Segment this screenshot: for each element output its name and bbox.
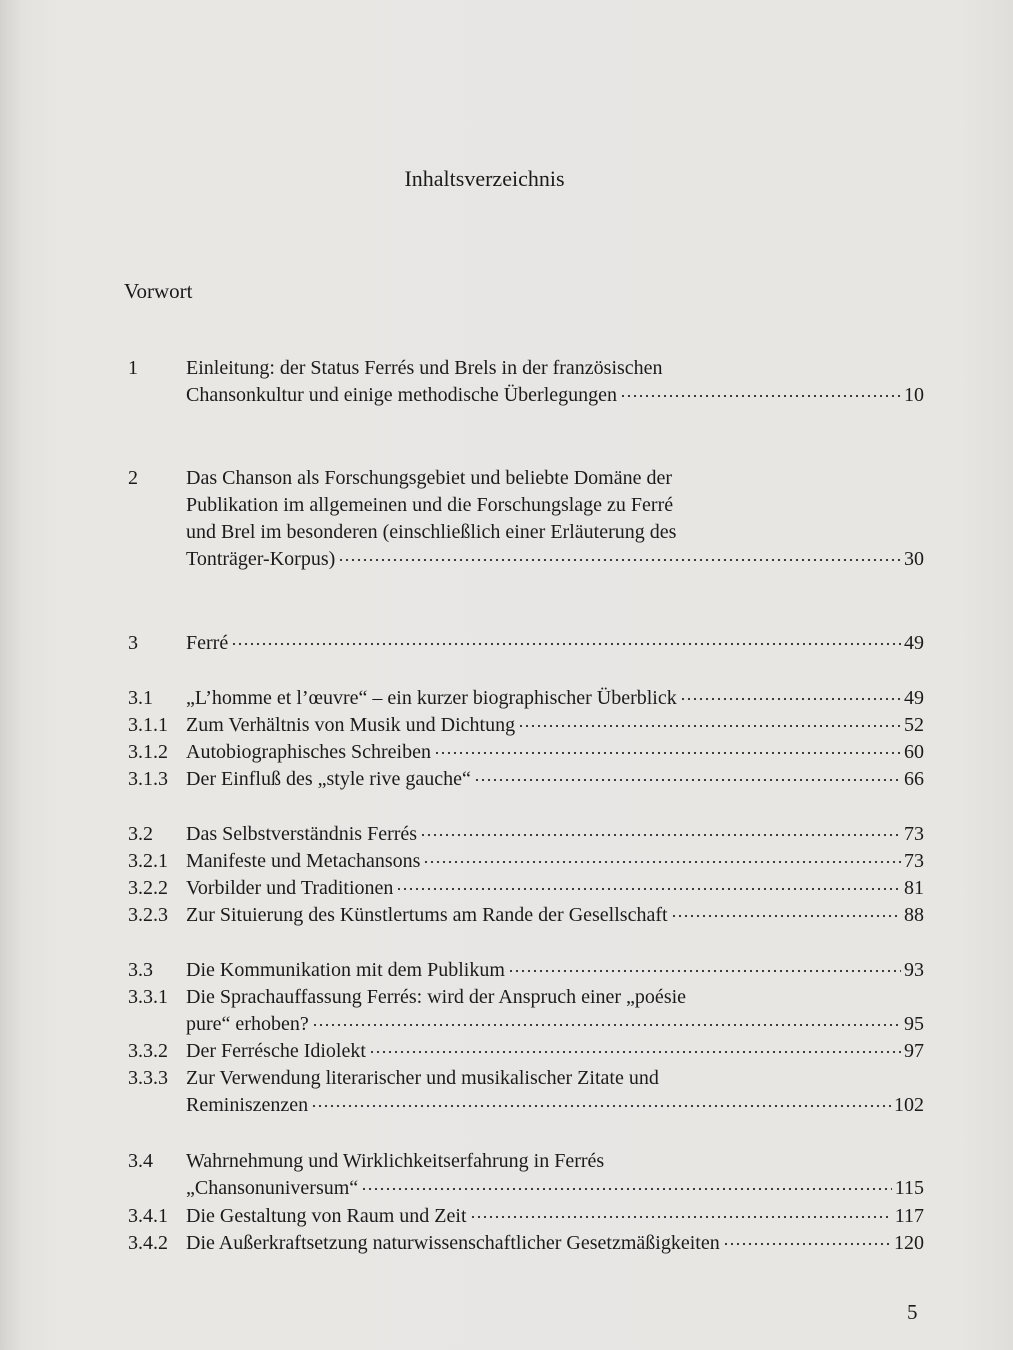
toc-entry-number: 3.1.2: [128, 741, 168, 763]
toc-entry-title-line: Tonträger-Korpus): [186, 548, 336, 570]
toc-entry: [128, 875, 924, 902]
toc-entry-number: 3.1.3: [128, 768, 168, 790]
toc-entry: [128, 1038, 924, 1065]
toc-entry-title-line: Chansonkultur und einige methodische Überlegungen: [186, 384, 618, 406]
toc-entry-title-line: und Brel im besonderen (einschließlich einer Erläuterung des: [186, 521, 677, 543]
toc-entry-page: 73: [904, 850, 924, 872]
toc-entry-title-line: Der Einfluß des „style rive gauche“: [186, 768, 471, 790]
dot-leader: [620, 395, 901, 397]
toc-entry-title-line: Das Selbstverständnis Ferrés: [186, 823, 418, 845]
toc-entry-page: 49: [904, 687, 924, 709]
toc-entry: [128, 902, 924, 929]
toc-entry: [128, 984, 924, 1038]
toc-entry-number: 3.3: [128, 959, 153, 981]
toc-entry-page: 81: [904, 877, 924, 899]
toc-entry-title-line: Reminiszenzen: [186, 1094, 309, 1116]
toc-entry-number: 3.4: [128, 1150, 153, 1172]
toc-entry-page: 66: [904, 768, 924, 790]
toc-entry-page: 93: [904, 959, 924, 981]
toc-entry-title-line: Publikation im allgemeinen und die Forschungslage zu Ferré: [186, 494, 674, 516]
toc-entry: [128, 1065, 924, 1119]
toc-entry-title-line: Die Sprachauffassung Ferrés: wird der Anspruch einer „poésie: [186, 986, 687, 1008]
toc-entry-title-line: Das Chanson als Forschungsgebiet und beliebte Domäne der: [186, 467, 673, 489]
toc-entry-number: 3.2: [128, 823, 153, 845]
toc-entry: [128, 355, 924, 409]
toc-entry-page: 102: [894, 1094, 924, 1116]
toc-entry: [128, 630, 924, 657]
toc-entry-number: 3.4.2: [128, 1232, 168, 1254]
dot-leader: [311, 1105, 891, 1107]
toc-entry-page: 30: [904, 548, 924, 570]
vorwort-heading: Vorwort: [124, 279, 193, 303]
toc-entry-number: 3.1: [128, 687, 153, 709]
toc-entry-title-line: „L’homme et l’œuvre“ – ein kurzer biographischer Überblick: [186, 687, 677, 709]
toc-entry-number: 3.3.2: [128, 1040, 168, 1062]
dot-leader: [423, 861, 901, 863]
toc-entry-page: 73: [904, 823, 924, 845]
toc-entry-title-line: Manifeste und Metachansons: [186, 850, 421, 872]
dot-leader: [312, 1024, 901, 1026]
toc-entry: [128, 957, 924, 984]
toc-entry-number: 3: [128, 632, 138, 654]
dot-leader: [671, 915, 901, 917]
toc-entry: [128, 821, 924, 848]
dot-leader: [723, 1243, 891, 1245]
toc-entry: [128, 1148, 924, 1202]
toc-entry-page: 10: [904, 384, 924, 406]
toc-entry-title-line: „Chansonuniversum“: [186, 1177, 359, 1199]
dot-leader: [470, 1216, 892, 1218]
dot-leader: [420, 834, 901, 836]
dot-leader: [338, 559, 901, 561]
toc-entry-page: 60: [904, 741, 924, 763]
toc-entry-number: 3.1.1: [128, 714, 168, 736]
toc-entry-title-line: Zur Situierung des Künstlertums am Rande der Gesellschaft: [186, 904, 668, 926]
page-title: Inhaltsverzeichnis: [404, 166, 565, 191]
toc-entry-title-line: Die Gestaltung von Raum und Zeit: [186, 1205, 467, 1227]
dot-leader: [474, 779, 901, 781]
toc-entry-number: 3.3.1: [128, 986, 168, 1008]
toc-entry-title-line: Zur Verwendung literarischer und musikalischer Zitate und: [186, 1067, 659, 1089]
toc-entry-number: 1: [128, 357, 138, 379]
dot-leader: [508, 970, 901, 972]
toc-entry-page: 95: [904, 1013, 924, 1035]
toc-entry: [128, 685, 924, 712]
page-number: 5: [907, 1300, 918, 1324]
dot-leader: [361, 1188, 892, 1190]
dot-leader: [680, 698, 901, 700]
toc-entry-title-line: Zum Verhältnis von Musik und Dichtung: [186, 714, 516, 736]
toc-entry-number: 3.2.3: [128, 904, 168, 926]
toc-entry-page: 49: [904, 632, 924, 654]
toc-entry: [128, 739, 924, 766]
toc-entry-title-line: pure“ erhoben?: [186, 1013, 309, 1035]
toc-entry-page: 97: [904, 1040, 924, 1062]
toc-entry-title-line: Die Kommunikation mit dem Publikum: [186, 959, 505, 981]
toc-entry-page: 120: [894, 1232, 924, 1254]
toc-entry-number: 3.2.2: [128, 877, 168, 899]
toc-entry: [128, 1230, 924, 1257]
toc-entry-title-line: Autobiographisches Schreiben: [186, 741, 431, 763]
toc-entry-title-line: Einleitung: der Status Ferrés und Brels in der französischen: [186, 357, 663, 379]
toc-entry-number: 3.4.1: [128, 1205, 168, 1227]
toc-entry-title-line: Vorbilder und Traditionen: [186, 877, 394, 899]
toc-entry-page: 52: [904, 714, 924, 736]
toc-entry: [128, 1203, 924, 1230]
dot-leader: [518, 725, 901, 727]
toc-entry-title-line: Wahrnehmung und Wirklichkeitserfahrung in Ferrés: [186, 1150, 605, 1172]
dot-leader: [231, 643, 901, 645]
toc-entry-page: 88: [904, 904, 924, 926]
toc-entry-number: 3.3.3: [128, 1067, 168, 1089]
toc-entry-title-line: Ferré: [186, 632, 229, 654]
toc-entry-title-line: Der Ferrésche Idiolekt: [186, 1040, 366, 1062]
toc-entry: [128, 465, 924, 573]
dot-leader: [369, 1051, 901, 1053]
toc-entry-title-line: Die Außerkraftsetzung naturwissenschaftlicher Gesetzmäßigkeiten: [186, 1232, 720, 1254]
toc-entry: [128, 766, 924, 793]
toc-entry: [128, 712, 924, 739]
toc-entry-page: 115: [894, 1177, 924, 1199]
dot-leader: [434, 752, 901, 754]
toc-entry-number: 3.2.1: [128, 850, 168, 872]
toc-entry-number: 2: [128, 467, 138, 489]
dot-leader: [396, 888, 901, 890]
toc-entry-page: 117: [894, 1205, 924, 1227]
toc-entry: [128, 848, 924, 875]
